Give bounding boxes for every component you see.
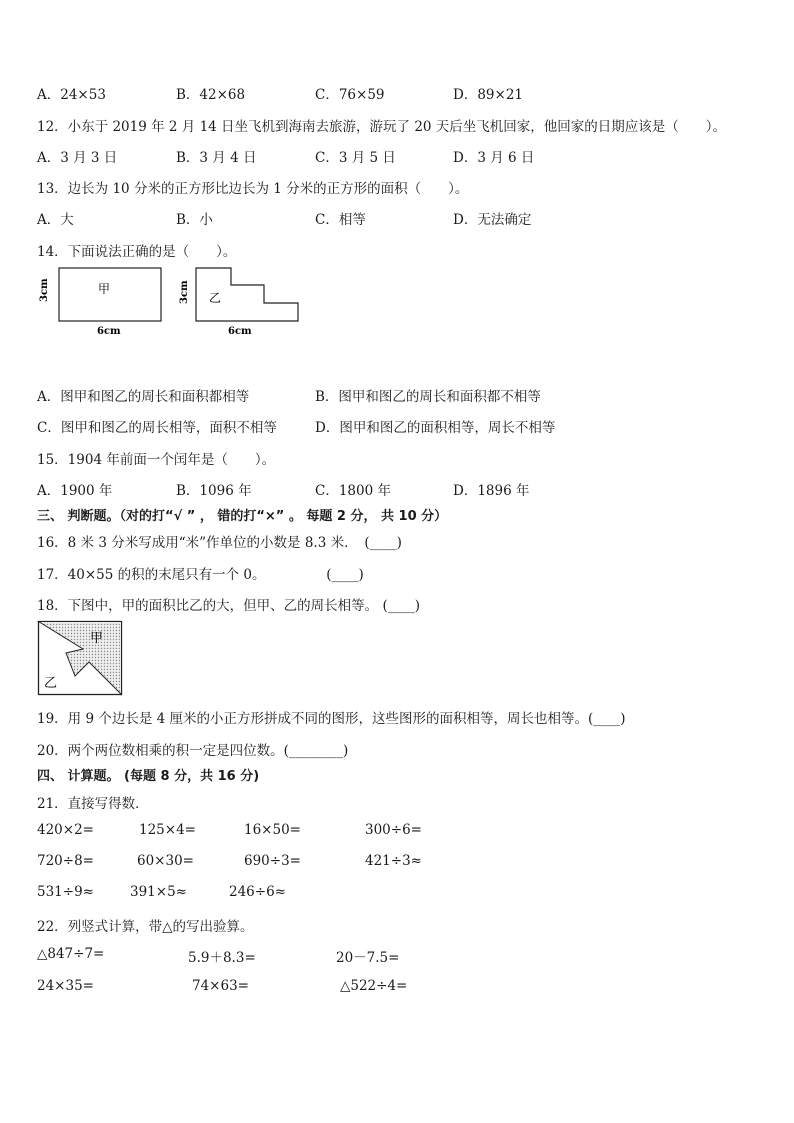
q21-stem: 21．直接写得数． [37,796,149,812]
q12-option-d: D．3 月 6 日 [453,150,535,166]
q12-option-c: C．3 月 5 日 [315,150,396,166]
q13-option-b: B．小 [176,212,213,228]
q18-figure [37,620,125,698]
q14-figure [35,262,315,342]
q14-option-b: B．图甲和图乙的周长和面积都不相等 [315,389,541,405]
shape-jia-height-label: 3cm [39,278,50,302]
q11-option-a: A．24×53 [37,87,106,103]
q22-item: 24×35= [37,978,94,994]
q21-item: 60×30= [137,853,194,869]
q13-option-a: A．大 [37,212,74,228]
q21-item: 690÷3= [244,853,301,869]
region-jia-label: 甲 [90,631,104,646]
shape-jia-width-label: 6cm [97,326,121,337]
q15-option-a: A．1900 年 [37,483,113,499]
q22-item: 5.9＋8.3= [188,950,256,966]
q16-stem: 16．8 米 3 分米写成用“米”作单位的小数是 8.3 米． (____) [37,535,402,551]
q21-item: 300÷6= [365,822,422,838]
q17-stem: 17．40×55 的积的末尾只有一个 0。 (____) [37,567,364,583]
q21-item: 421÷3≈ [365,853,422,869]
q22-item: 74×63= [192,978,249,994]
q21-item: 125×4= [139,822,196,838]
q12-option-b: B．3 月 4 日 [176,150,257,166]
shape-yi-width-label: 6cm [228,326,252,337]
q20-stem: 20．两个两位数相乘的积一定是四位数。(________) [37,743,349,759]
shape-yi-label: 乙 [209,291,222,305]
section-4-title: 四、 计算题。 (每题 8 分，共 16 分) [37,769,260,784]
q12-stem: 12．小东于 2019 年 2 月 14 日坐飞机到海南去旅游，游玩了 20 天后坐飞机回家，他回家的日期应该是（ ）。 [37,119,727,135]
q13-option-d: D．无法确定 [453,212,532,228]
q15-option-c: C．1800 年 [315,483,391,499]
q12-option-a: A．3 月 3 日 [37,150,118,166]
q11-option-c: C．76×59 [315,87,385,103]
q15-stem: 15．1904 年前面一个闰年是（ ）。 [37,452,276,468]
q22-item: △522÷4= [340,978,408,994]
q14-option-c: C．图甲和图乙的周长相等，面积不相等 [37,420,277,436]
q21-item: 420×2= [37,822,94,838]
q22-item: 20－7.5= [336,950,400,966]
q21-item: 531÷9≈ [37,884,94,900]
q13-stem: 13．边长为 10 分米的正方形比边长为 1 分米的正方形的面积（ ）。 [37,181,469,197]
q21-item: 391×5≈ [130,884,187,900]
q21-item: 246÷6≈ [229,884,286,900]
q11-option-d: D．89×21 [453,87,523,103]
shape-jia-label: 甲 [98,282,111,296]
q19-stem: 19．用 9 个边长是 4 厘米的小正方形拼成不同的图形，这些图形的面积相等，周长也相等。(____) [37,711,626,727]
q13-option-c: C．相等 [315,212,366,228]
q14-stem: 14．下面说法正确的是（ ）。 [37,244,237,260]
q21-item: 16×50= [244,822,301,838]
q22-item: △847÷7= [37,946,105,962]
region-yi-label: 乙 [44,676,58,691]
q15-option-d: D．1896 年 [453,483,530,499]
q21-item: 720÷8= [37,853,94,869]
q15-option-b: B．1096 年 [176,483,252,499]
q14-option-d: D．图甲和图乙的面积相等，周长不相等 [315,420,556,436]
shape-yi-height-label: 3cm [179,280,190,304]
q14-option-a: A．图甲和图乙的周长和面积都相等 [37,389,250,405]
q22-stem: 22．列竖式计算，带△的写出验算。 [37,919,254,935]
q18-stem: 18．下图中，甲的面积比乙的大，但甲、乙的周长相等。 (____) [37,598,421,614]
section-3-title: 三、 判断题。（对的打“√ ” ， 错的打“×” 。 每题 2 分， 共 10 分） [37,509,448,524]
q11-option-b: B．42×68 [176,87,246,103]
